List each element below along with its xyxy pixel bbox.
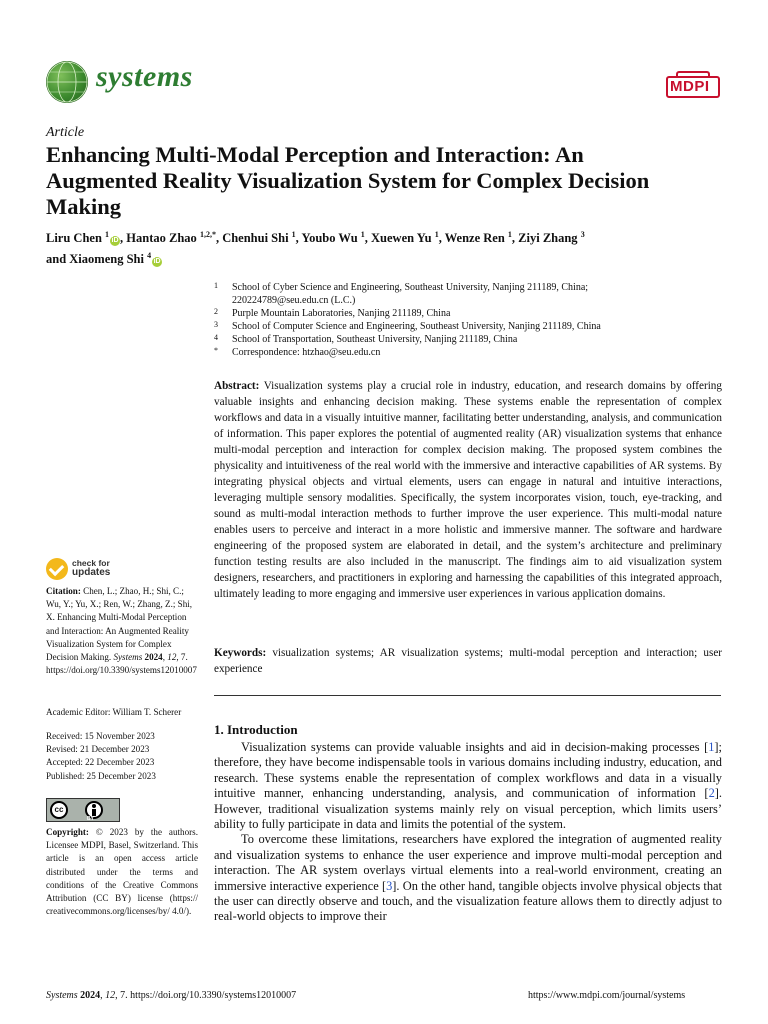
affiliation-item: [214, 346, 724, 359]
author-affiliation: 1: [291, 230, 296, 239]
author-list: Liru Chen $^1$iD , Hantao Zhao $^{1,2,*}$, Chenhui Shi $^1$, Youbo Wu $^1$, Xuewen Yu $^1$, Wenze Ren $^1$, Ziyi Zhang $^3$ and Xiaomeng Shi $^4$iD: [46, 230, 585, 267]
author-affiliation: 1,2,*: [199, 230, 216, 239]
journal-name[interactable]: systems: [96, 60, 193, 93]
affiliation-number: *: [214, 346, 218, 355]
citation-doi[interactable]: , 7. https://doi.org/10.3390/systems12010007: [46, 652, 197, 676]
keywords-label: Keywords:: [214, 647, 267, 659]
check-icon: [46, 558, 68, 580]
orcid-icon[interactable]: iD: [111, 237, 119, 245]
affiliation-number: 3: [214, 320, 218, 329]
date-received: Received: 15 November 2023: [46, 731, 155, 741]
author-name[interactable]: Wenze Ren: [444, 231, 505, 246]
affiliation-number: 1: [214, 281, 218, 290]
affiliations: [214, 281, 724, 359]
citation-link[interactable]: 3: [386, 878, 393, 893]
affiliation-text: School of Cyber Science and Engineering, Southeast University, Nanjing 211189, China;: [232, 282, 589, 293]
affiliation-text: Purple Mountain Laboratories, Nanjing 211189, China: [232, 308, 451, 319]
abstract-label: Abstract:: [214, 380, 260, 392]
affiliation-text: School of Computer Science and Engineering, Southeast University, Nanjing 211189, China: [232, 321, 601, 332]
publisher-name: MDPI: [670, 78, 710, 95]
paragraph: Visualization systems can provide valuable insights and aid in decision-making processes [1]; therefore, they have become indispensable tools in various domains including industry, education, and research. These systems enable the representation of complex workflows and data in a visually intuitive manner, enhancing understanding, analysis, and communication of information [2]. However, traditional visualization systems mainly rely on visual perception, which limits users’ ability to fully participate in data and limits the potential of the system.: [214, 740, 722, 832]
check-for-updates-button[interactable]: [46, 558, 126, 584]
author-name[interactable]: Hantao Zhao: [126, 231, 197, 246]
copyright-text: © 2023 by the authors. Licensee MDPI, Basel, Switzerland. This article is an open access article distributed under the terms and conditions of the Creative Commons Attribution (CC BY) license (https:// creativecommons.org/licenses/by/ 4.0/).: [46, 827, 198, 917]
author-affiliation: 1: [360, 230, 365, 239]
date-revised: Revised: 21 December 2023: [46, 744, 150, 755]
check-updates-line2: updates: [72, 567, 111, 578]
section-divider: [214, 695, 721, 696]
author-name[interactable]: Chenhui Shi: [222, 231, 289, 246]
abstract: [214, 378, 722, 602]
author-affiliation: 1: [105, 230, 110, 239]
citation-link[interactable]: 2: [708, 786, 715, 801]
footer-journal: Systems: [46, 990, 78, 1001]
cc-by-license-badge[interactable]: [46, 798, 120, 822]
academic-editor: Academic Editor: William T. Scherer: [46, 707, 182, 717]
author-affiliation: 1: [507, 230, 512, 239]
citation-text: Chen, L.; Zhao, H.; Shi, C.; Wu, Y.; Yu, X.; Ren, W.; Zhang, Z.; Shi, X. Enhancing Multi-Modal Perception and Interaction: An Augmented Reality Visualization System for Complex Decision Making.: [46, 586, 193, 663]
affiliation-item: [214, 320, 724, 333]
date-published: Published: 25 December 2023: [46, 770, 156, 781]
citation-year: 2024: [144, 652, 163, 663]
footer-citation: Systems 2024, 12, 7. https://doi.org/10.3390/systems12010007: [46, 990, 297, 1001]
orcid-icon[interactable]: iD: [153, 258, 161, 266]
abstract-text: Visualization systems play a crucial role in industry, education, and research domains by offering valuable insights and enhancing decision making. These systems enable the representation of complex workflows and data in a visually intuitive manner, facilitating better understanding, analysis, and communication of information. This paper explores the potential of augmented reality (AR) visualization systems that enhance multi-modal perception and interaction for complex decision making. The proposed system combines the physicality and intuitiveness of the real world with the immersive and interactive capabilities of AR systems. By integrating physical objects and virtual elements, users can engage in natural and intuitive interactions, leveraging multiple sensory modalities. Specifically, the system incorporates vision, touch, eye-tracking, and sound as multi-modal interaction methods to further improve the user experience. This multi-modal nature enables users to perceive and interact in a more holistic and immersive manner. The software and hardware engineering of the proposed system are elaborated in detail, and the system’s architecture and preliminary function testing results are also included in the manuscript. The findings aim to aid visualization system designers, researchers, and practitioners in exploring and harnessing the capabilities of this integrated approach, ultimately leading to more engaging and immersive user experiences in various application domains.: [214, 380, 722, 600]
author-name[interactable]: Xuewen Yu: [371, 231, 432, 246]
author-name[interactable]: Ziyi Zhang: [518, 231, 578, 246]
affiliation-item: [214, 307, 724, 320]
paragraph: To overcome these limitations, researchers have explored the integration of augmented reality and visualization systems to enhance the user experience and improve multi-modal perception and interaction. The AR system overlays virtual elements into a real-world environment, creating an immersive interactive experience [3]. On the other hand, tangible objects involve physical objects that the user can directly observe and touch, and the visualization feature allows them to directly adjust to real-world objects to improve their: [214, 832, 722, 924]
footer-journal-url[interactable]: https://www.mdpi.com/journal/systems: [528, 990, 686, 1001]
section-heading: 1. Introduction: [214, 722, 298, 737]
affiliation-text: School of Transportation, Southeast University, Nanjing 211189, China: [232, 334, 518, 345]
affiliation-item: [214, 333, 724, 346]
citation-journal: Systems: [113, 652, 143, 663]
citation-block: Citation: Chen, L.; Zhao, H.; Shi, C.; Wu, Y.; Yu, X.; Ren, W.; Zhang, Z.; Shi, X. Enhancing Multi-Modal Perception and Interaction: An Augmented Reality Visualization System for Complex Decision Making. Systems 2024, 12, 7. https://doi.org/10.3390/systems12010007: [46, 586, 197, 676]
author-name[interactable]: Youbo Wu: [301, 231, 358, 246]
affiliation-email[interactable]: 220224789@seu.edu.cn (L.C.): [232, 295, 356, 306]
author-affiliation: 4: [147, 251, 152, 261]
authors-joiner: and: [46, 252, 67, 267]
author-affiliation: 3: [580, 230, 585, 239]
footer-year: 2024: [80, 990, 101, 1001]
affiliation-number: 2: [214, 307, 218, 316]
citation-label: Citation:: [46, 586, 81, 596]
author-affiliation: 1: [434, 230, 439, 239]
footer-volume: 12: [105, 990, 116, 1001]
citation-link[interactable]: 1: [708, 740, 715, 754]
check-updates-line1: check for: [72, 558, 110, 568]
affiliation-number: 4: [214, 333, 218, 342]
by-label: BY: [87, 816, 94, 822]
copyright-label: Copyright:: [46, 827, 89, 837]
affiliation-item: [214, 281, 724, 307]
mdpi-logo[interactable]: [666, 70, 722, 100]
copyright-block: [46, 826, 198, 918]
keywords-text: visualization systems; AR visualization systems; multi-modal perception and interaction; user experience: [214, 647, 723, 675]
citation-volume: 12: [167, 652, 177, 663]
date-accepted: Accepted: 22 December 2023: [46, 757, 155, 768]
article-title: Enhancing Multi-Modal Perception and Interaction: An Augmented Reality Visualization System for Complex Decision Making: [46, 142, 650, 219]
publication-dates: [46, 730, 198, 783]
cc-icon: cc: [50, 801, 68, 819]
introduction-body: [214, 740, 722, 925]
author-name[interactable]: Liru Chen: [46, 231, 102, 246]
author-name[interactable]: Xiaomeng Shi: [69, 252, 144, 267]
footer-doi[interactable]: , 7. https://doi.org/10.3390/systems12010007: [115, 990, 297, 1001]
correspondence[interactable]: Correspondence: htzhao@seu.edu.cn: [232, 347, 381, 358]
journal-logo-icon: [46, 61, 88, 103]
article-type: Article: [46, 125, 85, 140]
keywords: [214, 645, 722, 677]
